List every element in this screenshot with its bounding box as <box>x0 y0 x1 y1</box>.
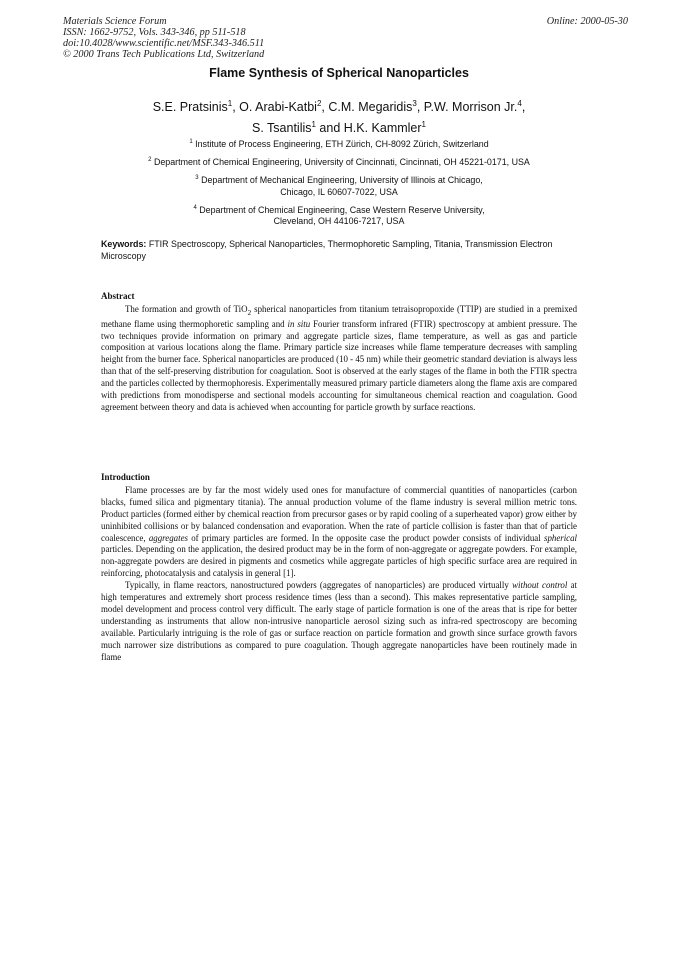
author-list <box>100 95 578 137</box>
issn-line: ISSN: 1662-9752, Vols. 343-346, pp 511-518 <box>63 27 246 38</box>
abstract-paragraph <box>101 304 577 414</box>
text-run: Flame processes are by far the most widely used ones for manufacture of commercial quantities of nanoparticles (carbon blacks, fumed silica and pigmentary titania). The annual production volume of the flame industry is several million metric tons. Product particles (formed either by chemical reaction from precursor gases or by rapid cooling of a superheated vapor) grow either by uninhibited collisions or by balanced condensation and evaporation. When the rate of particle collision is faster than that of particle coalescence, <box>101 484 577 543</box>
text-run: at high temperatures and extremely short process residence times (less than a second). This makes representative particle sampling, model development and process control very difficult. The early stage of particle formation is one of the areas that is ripe for better understanding as instruments that allow non-intrusive nanoparticle aerosol sizing such as infra-red spectroscopy are becoming available. Particularly intriguing is the role of gas or surface reaction on particle formation and growth since surface growth favors much narrower size distributions as compared to pure coagulation. Though aggregate nanoparticles have been routinely made in flame <box>101 580 577 662</box>
author-name: and H.K. Kammler <box>315 121 422 136</box>
introduction-heading: Introduction <box>101 472 150 482</box>
author-name: S.E. Pratsinis <box>152 100 228 115</box>
affiliation-text: Department of Chemical Engineering, Case Western Reserve University, <box>199 204 485 215</box>
keywords <box>101 239 577 262</box>
author-affil-mark: 1 <box>311 120 316 130</box>
affiliation <box>90 173 588 197</box>
text-run: of primary particles are formed. In the opposite case the product powder consists of individual <box>187 532 544 543</box>
italic-text: spherical <box>543 532 578 543</box>
text-run: Typically, in flame reactors, nanostructured powders (aggregates of nanoparticles) are produced virtually <box>125 580 513 591</box>
doi-link[interactable]: doi:10.4028/www.scientific.net/MSF.343-346.511 <box>63 38 265 49</box>
copyright-line: © 2000 Trans Tech Publications Ltd, Switzerland <box>63 49 265 60</box>
text-run: particles. Depending on the application, the desired product may be in the form of non-aggregate or aggregate powders. For example, non-aggregate powders are desired in pigments and cosmetics while aggregate particles of high specific surface area are required in reinforcing, photocatalysis and catalysis in general [1]. <box>101 544 577 579</box>
author-affil-mark: 1 <box>421 120 426 130</box>
italic-text: without control <box>512 580 568 591</box>
affiliation-mark: 3 <box>195 175 199 182</box>
affiliation-text: Department of Chemical Engineering, University of Cincinnati, Cincinnati, OH 45221-0171, USA <box>153 157 530 168</box>
keywords-label: Keywords: <box>101 239 147 249</box>
author-affil-mark: 4 <box>517 99 522 108</box>
intro-paragraph <box>101 485 577 580</box>
subscript: 2 <box>247 307 252 317</box>
affiliation-text: Department of Mechanical Engineering, University of Illinois at Chicago, <box>201 175 483 186</box>
text-run: The formation and growth of TiO <box>125 303 248 314</box>
affiliation <box>90 137 588 150</box>
journal-name: Materials Science Forum <box>63 16 167 27</box>
author-name: , P.W. Morrison Jr. <box>416 100 518 115</box>
author-separator: , <box>521 100 526 115</box>
affiliation-text: Institute of Process Engineering, ETH Zürich, CH-8092 Zürich, Switzerland <box>195 138 489 149</box>
author-affil-mark: 1 <box>227 99 233 108</box>
paper-title: Flame Synthesis of Spherical Nanoparticles <box>209 66 469 80</box>
text-run: spherical nanoparticles from titanium tetraisopropoxide (TTIP) are studied in a premixed methane flame using thermophoretic sampling and <box>101 303 578 329</box>
intro-paragraph <box>101 580 577 663</box>
italic-text: aggregates <box>148 532 188 543</box>
affiliation <box>90 203 588 227</box>
author-name: , C.M. Megaridis <box>321 100 413 115</box>
page-header <box>63 16 628 60</box>
online-date: Online: 2000-05-30 <box>546 16 628 27</box>
abstract-section <box>101 291 577 414</box>
affiliation-mark: 2 <box>148 157 152 164</box>
abstract-heading: Abstract <box>101 291 135 301</box>
introduction-section <box>101 472 577 664</box>
keywords-text: FTIR Spectroscopy, Spherical Nanoparticles, Thermophoretic Sampling, Titania, Transmission Electron Microscopy <box>101 239 553 261</box>
affiliation <box>90 155 588 168</box>
text-run: Fourier transform infrared (FTIR) spectroscopy at ambient pressure. The two techniques provide information on primary and aggregate particle sizes, flame temperature, as well as gas and particle composition at various locations along the flame. Primary particle size increases while flame temperature decreases with sampling height from the burner face. Spherical nanoparticles are produced (10 - 45 nm) while their geometric standard deviation is always less than that of the self-preserving distribution for coagulation. Soot is observed at the early stages of the flame in both the FTIR spectra and the particles collected by thermophoresis. Experimentally measured primary particle diameters along the flame axis are compared with predictions from monodisperse and sectional models accounting for simultaneous chemical reaction and coagulation. Good agreement between theory and data is achieved when accounting for particle growth by surface reactions. <box>101 318 577 412</box>
author-name: , O. Arabi-Katbi <box>232 100 317 115</box>
affiliation-mark: 4 <box>193 204 197 211</box>
author-name: S. Tsantilis <box>251 121 312 136</box>
affiliation-text-cont: Cleveland, OH 44106-7217, USA <box>273 215 405 226</box>
affiliation-mark: 1 <box>189 139 193 145</box>
italic-text: in situ <box>287 318 311 329</box>
author-affil-mark: 3 <box>412 99 417 108</box>
affiliation-text-cont: Chicago, IL 60607-7022, USA <box>280 186 398 197</box>
affiliation-list <box>90 137 588 232</box>
author-affil-mark: 2 <box>316 99 322 108</box>
